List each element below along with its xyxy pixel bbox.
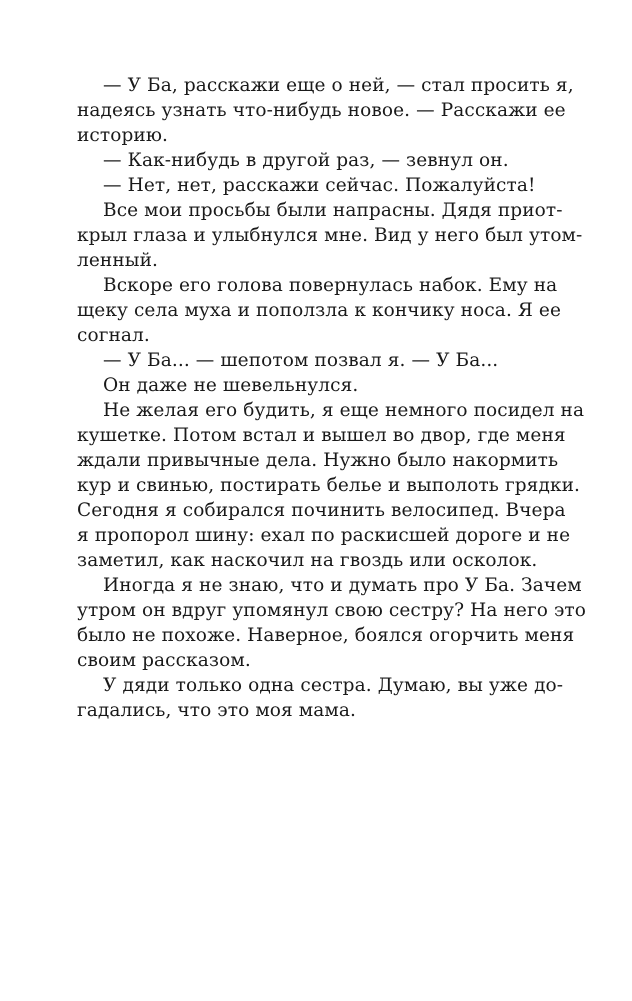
text-line: Вскоре его голова повернулась набок. Ему на — [103, 275, 558, 296]
text-line: ленный. — [77, 250, 158, 271]
text-line: Иногда я не знаю, что и думать про У Ба. Зачем — [103, 575, 582, 596]
text-line: заметил, как наскочил на гвоздь или осколок. — [77, 550, 538, 571]
text-line: кур и свинью, постирать белье и выполоть грядки. — [77, 475, 581, 496]
text-line: крыл глаза и улыбнулся мне. Вид у него был утом- — [77, 225, 583, 246]
text-line: своим рассказом. — [77, 650, 251, 671]
text-line: я пропорол шину: ехал по раскисшей дороге и не — [77, 525, 571, 546]
text-line: Он даже не шевельнулся. — [103, 375, 359, 396]
text-line: — У Ба... — шепотом позвал я. — У Ба... — [103, 350, 499, 371]
text-line: Все мои просьбы были напрасны. Дядя приот- — [103, 200, 563, 221]
text-line: гадались, что это моя мама. — [77, 700, 357, 721]
text-line: Не желая его будить, я еще немного посидел на — [103, 400, 585, 421]
text-line: ждали привычные дела. Нужно было накормить — [77, 450, 559, 471]
text-line: Сегодня я собирался починить велосипед. Вчера — [77, 500, 566, 521]
text-line: было не похоже. Наверное, боялся огорчить меня — [77, 625, 575, 646]
text-line: — Нет, нет, расскажи сейчас. Пожалуйста! — [103, 175, 536, 196]
text-line: утром он вдруг упомянул свою сестру? На него это — [77, 600, 586, 621]
text-line: — Как-нибудь в другой раз, — зевнул он. — [103, 150, 509, 171]
text-line: согнал. — [77, 325, 150, 346]
text-line: — У Ба, расскажи еще о ней, — стал просить я, — [103, 75, 574, 96]
text-line: кушетке. Потом встал и вышел во двор, где меня — [77, 425, 566, 446]
text-line: щеку села муха и поползла к кончику носа. Я ее — [77, 300, 562, 321]
text-line: надеясь узнать что-нибудь новое. — Расскажи ее — [77, 100, 566, 121]
text-line: историю. — [77, 125, 169, 146]
text-line: У дяди только одна сестра. Думаю, вы уже до- — [103, 675, 564, 696]
